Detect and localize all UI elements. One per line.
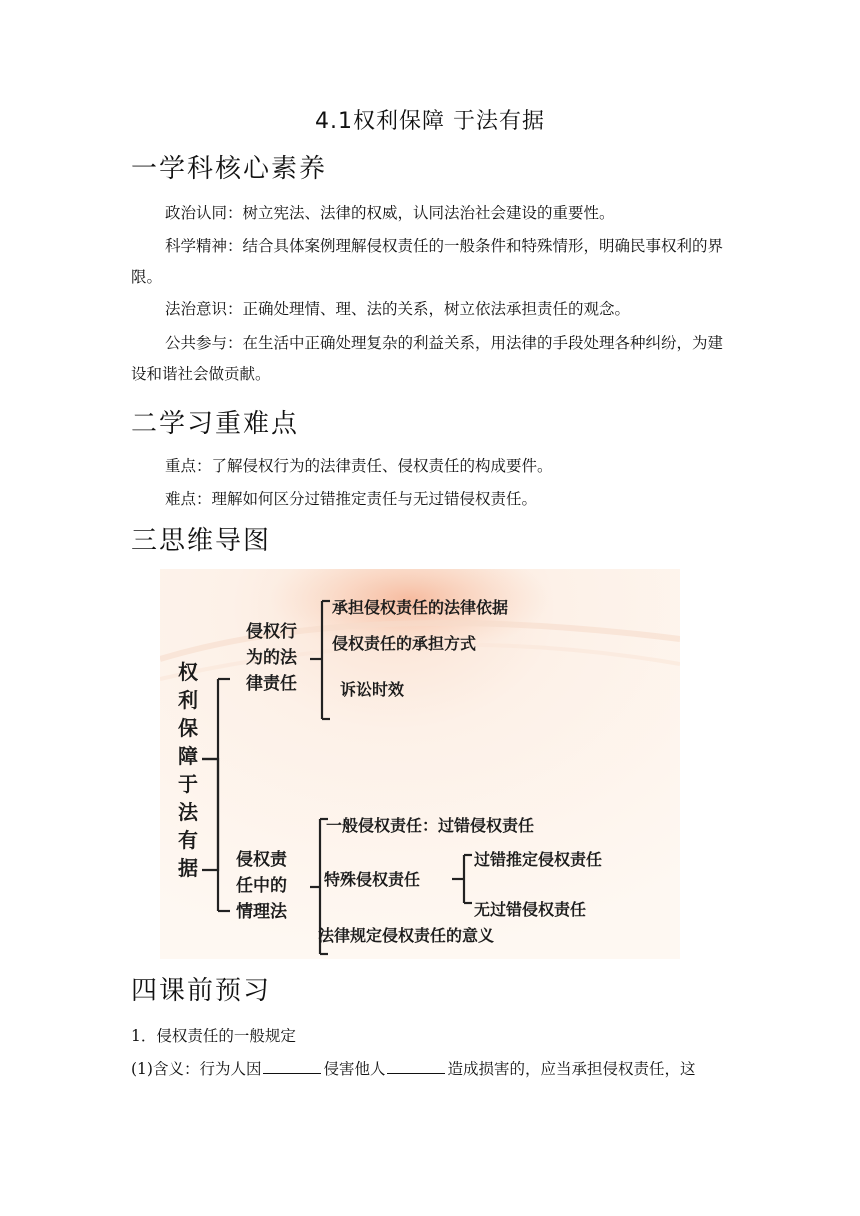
branch-2-item-meaning: 法律规定侵权责任的意义 [318,926,495,945]
branch-2-line: 侵权责 [236,850,287,870]
root-char: 权 [178,660,198,684]
mind-map-diagram [160,569,680,959]
root-char: 利 [178,688,198,712]
branch-2-item-special: 特殊侵权责任 [324,870,421,889]
paragraph: 难点：理解如何区分过错推定责任与无过错侵权责任。 [165,490,538,508]
branch-2-item-general: 一般侵权责任：过错侵权责任 [326,816,535,835]
branch-2-line: 情理法 [236,902,287,922]
paragraph: 政治认同：树立宪法、法律的权威，认同法治社会建设的重要性。 [165,204,615,222]
branch-1-line: 律责任 [246,674,297,694]
mind-map-branch-1 [246,621,298,694]
document-title: 4.1权利保障 于法有据 [315,109,545,134]
paragraph: 科学精神：结合具体案例理解侵权责任的一般条件和特殊情形，明确民事权利的界限。 [131,237,724,286]
root-char: 保 [178,716,198,740]
root-char: 有 [178,828,198,852]
branch-2-subitem: 过错推定侵权责任 [474,850,603,869]
branch-1-item: 承担侵权责任的法律依据 [332,598,509,617]
fill-in-mid: 侵害他人 [323,1060,386,1078]
paragraph: 法治意识：正确处理情、理、法的关系，树立依法承担责任的观念。 [165,300,631,318]
section-heading-3: 三思维导图 [131,526,272,556]
section-heading-4: 四课前预习 [131,976,272,1006]
root-char: 于 [178,772,198,796]
paragraph: 公共参与：在生活中正确处理复杂的利益关系，用法律的手段处理各种纠纷，为建设和谐社会做贡献。 [131,334,724,383]
branch-2-line: 任中的 [236,876,287,896]
fill-in-line [131,1057,696,1079]
paragraph: 重点：了解侵权行为的法律责任、侵权责任的构成要件。 [165,457,553,475]
branch-1-line: 为的法 [246,648,297,668]
root-char: 据 [178,856,198,880]
list-item: 1．侵权责任的一般规定 [131,1027,296,1045]
branch-1-item: 诉讼时效 [340,680,405,699]
fill-in-suffix: 造成损害的，应当承担侵权责任，这 [447,1060,696,1078]
fill-in-prefix: (1)含义：行为人因 [131,1060,262,1078]
blank-field[interactable] [387,1059,445,1074]
root-char: 障 [178,744,198,768]
mind-map-branch-2 [236,849,288,922]
branch-2-subitem: 无过错侵权责任 [474,900,587,919]
blank-field[interactable] [263,1059,321,1074]
root-char: 法 [178,800,198,824]
branch-1-item: 侵权责任的承担方式 [332,634,477,653]
section-heading-2: 二学习重难点 [131,409,300,439]
section-heading-1: 一学科核心素养 [131,154,328,184]
branch-1-line: 侵权行 [246,622,297,642]
